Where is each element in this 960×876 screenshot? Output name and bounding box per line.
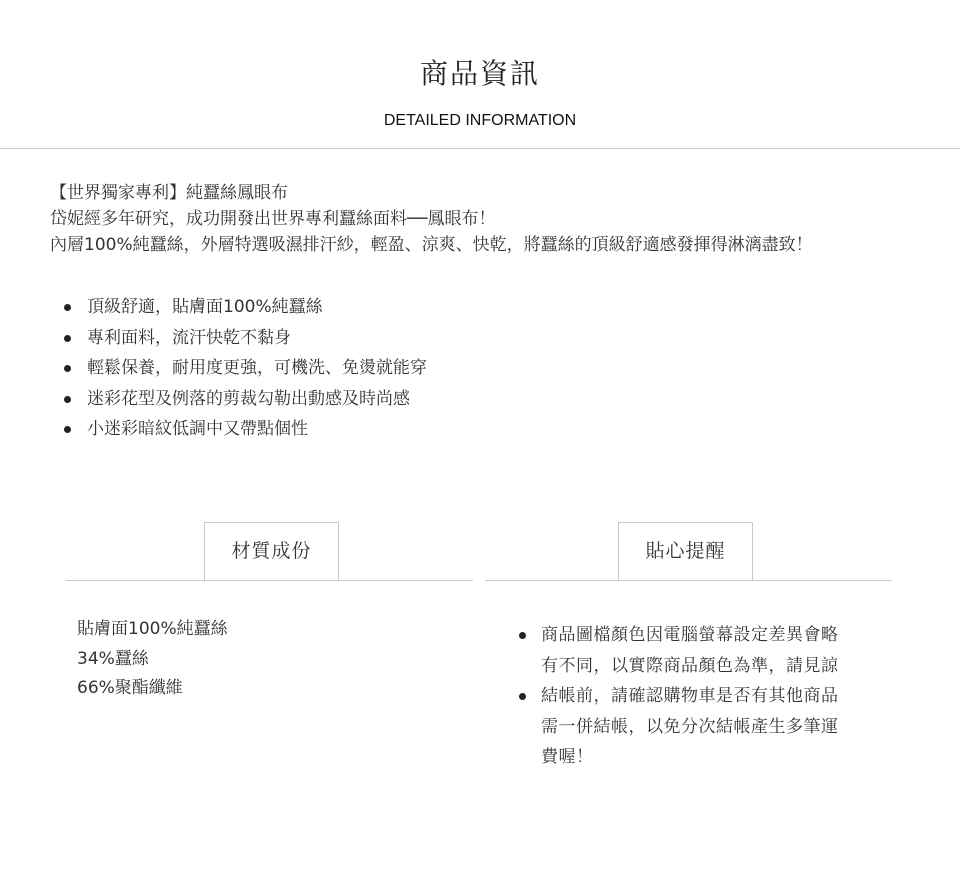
material-tab: 材質成份 (204, 522, 339, 580)
feature-item: 專利面料，流汗快乾不黏身 (60, 323, 427, 354)
page-title: 商品資訊 (419, 57, 540, 90)
reminder-list (514, 620, 854, 773)
material-composition (77, 615, 228, 704)
reminder-section-divider (485, 580, 892, 581)
reminder-item: 商品圖檔顏色因電腦螢幕設定差異會略有不同，以實際商品顏色為準，請見諒 (514, 620, 854, 681)
feature-item: 頂級舒適，貼膚面100%純蠶絲 (60, 292, 427, 323)
page-subtitle: DETAILED INFORMATION (383, 112, 577, 129)
reminder-item: 結帳前，請確認購物車是否有其他商品需一併結帳，以免分次結帳產生多筆運費喔！ (514, 681, 854, 773)
intro-headline: 【世界獨家專利】純蠶絲鳳眼布 (50, 183, 288, 203)
intro-line: 內層100%純蠶絲，外層特選吸濕排汗紗，輕盈、涼爽、快乾，將蠶絲的頂級舒適感發揮得淋漓盡致！ (50, 235, 813, 255)
feature-item: 輕鬆保養，耐用度更強，可機洗、免燙就能穿 (60, 353, 427, 384)
material-line: 34%蠶絲 (77, 648, 149, 669)
material-line: 66%聚酯纖維 (77, 678, 183, 698)
feature-item: 迷彩花型及例落的剪裁勾勒出動感及時尚感 (60, 384, 427, 415)
feature-list (60, 292, 427, 445)
feature-item: 小迷彩暗紋低調中又帶點個性 (60, 414, 427, 445)
material-section-divider (66, 580, 473, 581)
reminder-tab: 貼心提醒 (618, 522, 753, 580)
material-line: 貼膚面100%純蠶絲 (77, 619, 228, 639)
intro-line: 岱妮經多年研究，成功開發出世界專利蠶絲面料──鳳眼布！ (50, 209, 496, 229)
product-intro (50, 180, 930, 258)
header-divider (0, 148, 960, 149)
